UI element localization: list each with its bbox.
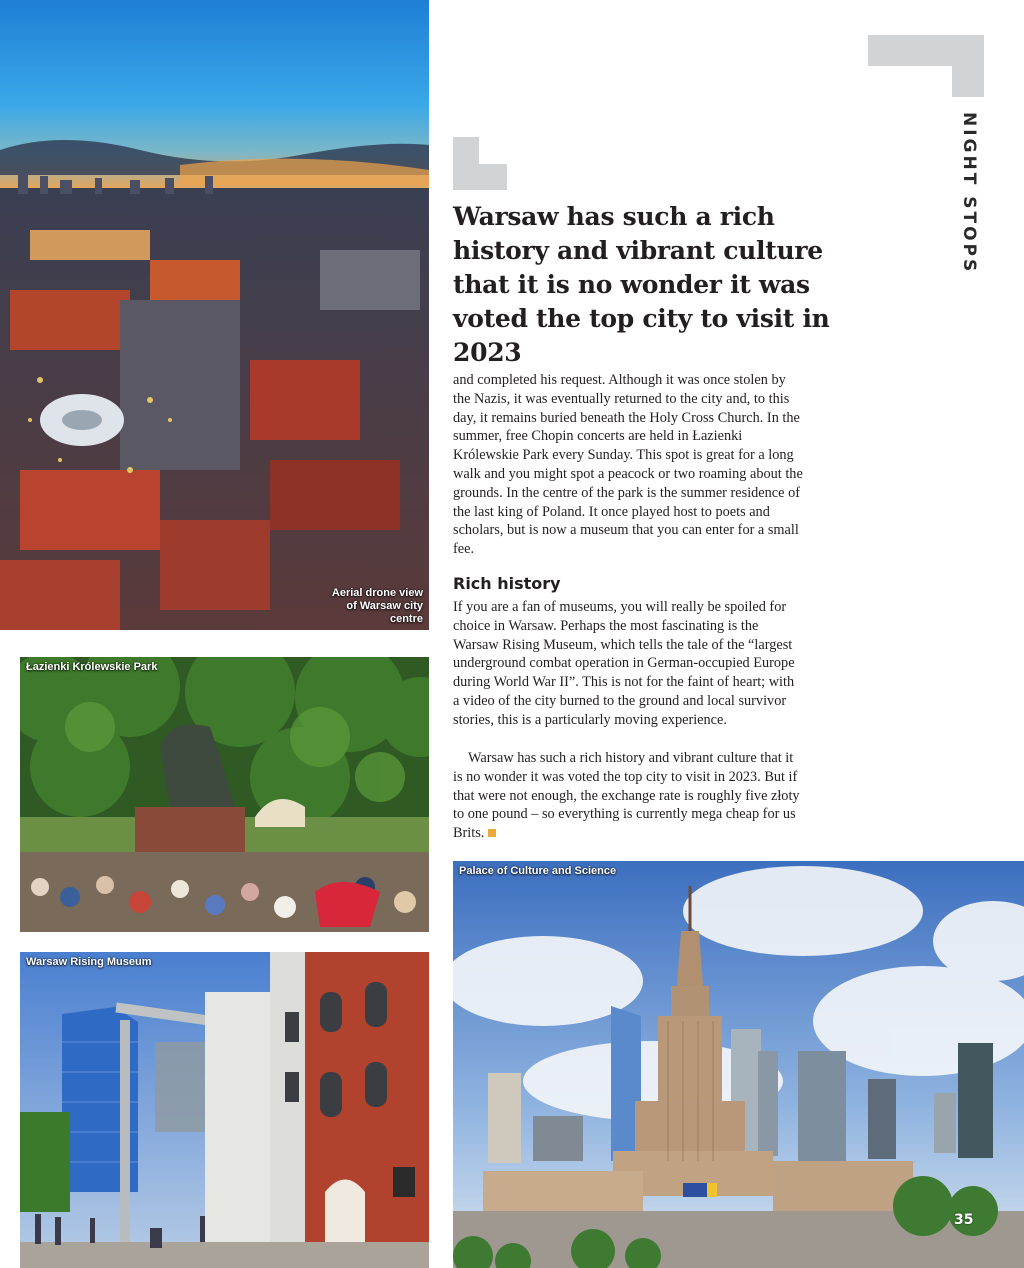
aerial-photo-caption: Aerial drone view of Warsaw city centre bbox=[331, 587, 423, 625]
palace-photo bbox=[453, 861, 1024, 1268]
park-photo bbox=[20, 657, 429, 932]
corner-bracket-headline bbox=[453, 137, 507, 190]
museum-photo-caption: Warsaw Rising Museum bbox=[26, 956, 152, 968]
park-photo-caption: Łazienki Królewskie Park bbox=[26, 661, 158, 673]
subheading-rich-history: Rich history bbox=[453, 574, 561, 593]
body-paragraph-1: and completed his request. Although it was once stolen by the Nazis, it was eventually returned to the city and, to this day, it remains buried beneath the Holy Cross Church. In the summer, free Chopin concerts are held in Łazienki Królewskie Park every Sunday. This spot is great for a long walk and you might spot a peacock or two roaming about the grounds. In the centre of the park is the summer residence of the last king of Poland. It once played host to poets and scholars, but is now a museum that you can enter for a small fee. bbox=[453, 372, 803, 558]
end-mark-icon bbox=[488, 829, 496, 837]
page-number: 35 bbox=[954, 1212, 974, 1228]
museum-photo bbox=[20, 952, 429, 1268]
museum-photo-image bbox=[20, 952, 429, 1268]
aerial-photo-image bbox=[0, 0, 429, 630]
palace-photo-caption: Palace of Culture and Science bbox=[459, 865, 617, 877]
section-label-text: NIGHT STOPS bbox=[959, 112, 979, 275]
aerial-photo bbox=[0, 0, 429, 630]
body-paragraph-3 bbox=[453, 749, 803, 843]
palace-photo-image bbox=[453, 861, 1024, 1268]
headline: Warsaw has such a rich history and vibrant culture that it is no wonder it was voted the top city to visit in 2023 bbox=[453, 202, 830, 367]
corner-bracket-top-right bbox=[868, 35, 984, 97]
section-label bbox=[952, 112, 986, 275]
body-paragraph-3-text: Warsaw has such a rich history and vibrant culture that it is no wonder it was voted the top city to visit in 2023. But if that were not enough, the exchange rate is roughly five złoty to one pound – so everything is currently mega cheap for us Brits. bbox=[453, 750, 800, 842]
park-photo-image bbox=[20, 657, 429, 932]
body-paragraph-2: If you are a fan of museums, you will really be spoiled for choice in Warsaw. Perhaps the most fascinating is the Warsaw Rising Museum, which tells the tale of the “largest underground combat operation in German-occupied Europe during World War II”. This is not for the faint of heart; with a video of the city burned to the ground and local survivor stories, this is a particularly moving experience. bbox=[453, 599, 795, 728]
